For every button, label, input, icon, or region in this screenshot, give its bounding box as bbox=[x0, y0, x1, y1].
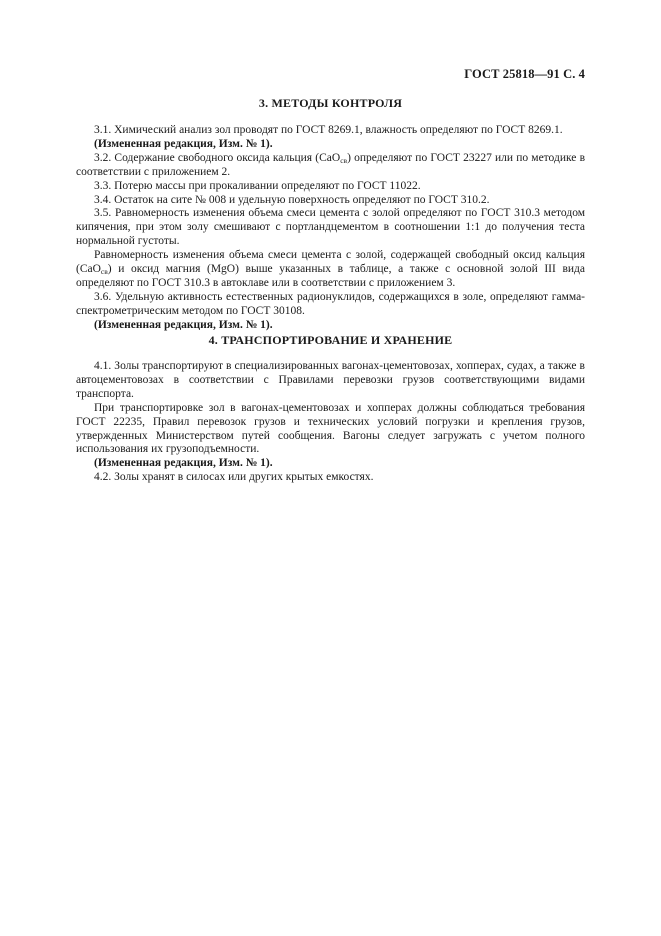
paragraph-3-2-end: ) определяют по ГОСТ 23227 или по методике в соответствии с приложением 2. bbox=[76, 151, 585, 178]
paragraph-4-1: 4.1. Золы транспортируют в специализированных вагонах-цементовозах, хопперах, судах, а также в автоцементовозах в соответствии с Правилами перевозки грузов соответствующими видами транспорта. bbox=[76, 360, 585, 400]
amendment-note: (Измененная редакция, Изм. № 1). bbox=[94, 457, 273, 470]
paragraph-3-2 bbox=[76, 152, 585, 180]
paragraph-3-1: 3.1. Химический анализ зол проводят по ГОСТ 8269.1, влажность определяют по ГОСТ 8269.1. bbox=[94, 124, 563, 136]
paragraph-4-1-continued: При транспортировке зол в вагонах-цементовозах и хопперах должны соблюдаться требования ГОСТ 22235, Правил перевозок грузов и технических условий погрузки и крепления грузов, утвержденных Министерством путей сообщения. Вагоны следует загружать с учетом полного использования их грузоподъемности. bbox=[76, 401, 585, 456]
paragraph-3-5b-start: Равномерность изменения объема смеси цемента с золой, содержащей свободный оксид кальция (CaO bbox=[76, 249, 585, 276]
paragraph-3-2-start: 3.2. Содержание свободного оксида кальция (CaO bbox=[94, 151, 341, 164]
paragraph-3-6: 3.6. Удельную активность естественных радионуклидов, содержащихся в золе, определяют гамма-спектрометрическим методом по ГОСТ 30108. bbox=[76, 290, 585, 317]
amendment-note: (Измененная редакция, Изм. № 1). bbox=[94, 137, 273, 150]
page-header: ГОСТ 25818—91 С. 4 bbox=[464, 67, 585, 81]
paragraph-3-4: 3.4. Остаток на сите № 008 и удельную поверхность определяют по ГОСТ 310.2. bbox=[94, 193, 490, 206]
section-3-body bbox=[76, 124, 585, 333]
paragraph-3-5b-end: ) и оксид магния (MgO) выше указанных в таблице, а также с основной золой III вида определяют по ГОСТ 310.3 в автоклаве или в соответствии с приложением 3. bbox=[76, 263, 585, 289]
subscript-sv: св bbox=[100, 267, 108, 277]
paragraph-3-5: 3.5. Равномерность изменения объема смеси цемента с золой определяют по ГОСТ 310.3 методом кипячения, при этом золу смешивают с портландцементом в соотношении 1:1 до получения теста нормальной густоты. bbox=[76, 207, 585, 248]
subscript-sv: св bbox=[340, 155, 348, 165]
amendment-note: (Измененная редакция, Изм. № 1). bbox=[94, 318, 273, 331]
section-4-title: 4. ТРАНСПОРТИРОВАНИЕ И ХРАНЕНИЕ bbox=[208, 333, 453, 347]
section-3-title: 3. МЕТОДЫ КОНТРОЛЯ bbox=[258, 96, 403, 110]
paragraph-4-2: 4.2. Золы хранят в силосах или других крытых емкостях. bbox=[94, 471, 374, 484]
section-4-body bbox=[76, 360, 585, 485]
paragraph-3-3: 3.3. Потерю массы при прокаливании определяют по ГОСТ 11022. bbox=[94, 179, 421, 192]
paragraph-3-5-continued bbox=[76, 249, 585, 291]
